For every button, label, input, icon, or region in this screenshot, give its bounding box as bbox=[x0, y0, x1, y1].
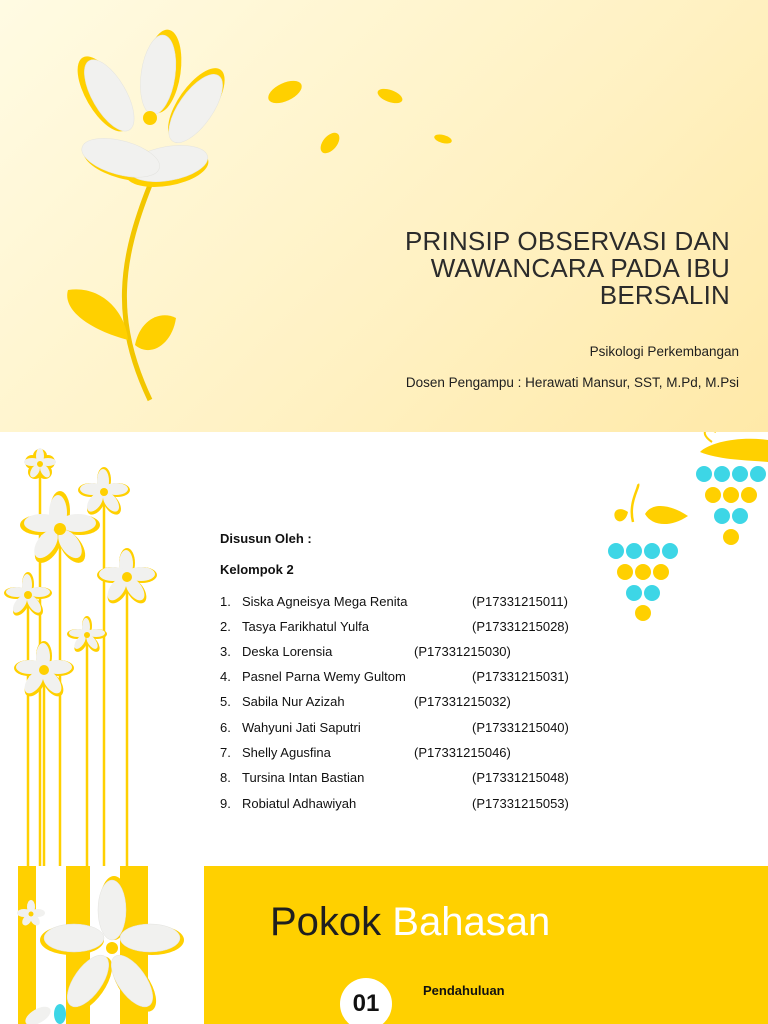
group-label: Kelompok 2 bbox=[220, 562, 294, 577]
member-name: Pasnel Parna Wemy Gultom bbox=[242, 669, 406, 684]
member-nim: (P17331215031) bbox=[472, 669, 569, 684]
paper-flower-illustration bbox=[0, 0, 768, 432]
section-title-highlight: Bahasan bbox=[392, 900, 551, 944]
decorative-flowers-and-grapes bbox=[0, 432, 768, 866]
item-number-badge: 01 bbox=[340, 978, 392, 1024]
flower-cluster bbox=[4, 448, 157, 700]
section-title-word: Pokok bbox=[270, 900, 382, 944]
member-name: Sabila Nur Azizah bbox=[242, 694, 345, 709]
title-slide bbox=[0, 0, 768, 432]
members-slide bbox=[0, 432, 768, 866]
title-line: WAWANCARA PADA IBU bbox=[430, 253, 730, 283]
member-nim: (P17331215028) bbox=[472, 619, 569, 634]
member-nim: (P17331215040) bbox=[472, 720, 569, 735]
grape-cluster-left bbox=[608, 484, 688, 621]
lecturer-line: Dosen Pengampu : Herawati Mansur, SST, M.Pd, M.Psi bbox=[405, 375, 739, 390]
member-number: 7. bbox=[220, 745, 231, 760]
compiled-by-label: Disusun Oleh : bbox=[220, 531, 312, 546]
member-number: 8. bbox=[220, 770, 231, 785]
member-number: 6. bbox=[220, 720, 231, 735]
course-subtitle: Psikologi Perkembangan bbox=[589, 344, 739, 359]
title-line: PRINSIP OBSERVASI DAN bbox=[405, 226, 730, 256]
member-number: 9. bbox=[220, 796, 231, 811]
member-number: 4. bbox=[220, 669, 231, 684]
member-number: 2. bbox=[220, 619, 231, 634]
member-number: 5. bbox=[220, 694, 231, 709]
member-nim: (P17331215030) bbox=[414, 644, 511, 659]
member-number: 1. bbox=[220, 594, 231, 609]
member-nim: (P17331215048) bbox=[472, 770, 569, 785]
member-nim: (P17331215046) bbox=[414, 745, 511, 760]
grape-cluster-right bbox=[696, 432, 768, 545]
member-name: Tasya Farikhatul Yulfa bbox=[242, 619, 369, 634]
member-name: Siska Agneisya Mega Renita bbox=[242, 594, 408, 609]
member-nim: (P17331215011) bbox=[472, 594, 568, 609]
member-name: Robiatul Adhawiyah bbox=[242, 796, 357, 811]
member-nim: (P17331215032) bbox=[414, 694, 511, 709]
member-name: Shelly Agusfina bbox=[242, 745, 331, 760]
section-title bbox=[270, 900, 550, 945]
outline-slide bbox=[0, 866, 768, 1024]
member-nim: (P17331215053) bbox=[472, 796, 569, 811]
member-name: Wahyuni Jati Saputri bbox=[242, 720, 361, 735]
member-name: Deska Lorensia bbox=[242, 644, 333, 659]
presentation-title bbox=[310, 228, 730, 309]
outline-item-label: Pendahuluan bbox=[423, 983, 505, 998]
member-name: Tursina Intan Bastian bbox=[242, 770, 365, 785]
member-number: 3. bbox=[220, 644, 231, 659]
title-line: BERSALIN bbox=[599, 280, 730, 310]
